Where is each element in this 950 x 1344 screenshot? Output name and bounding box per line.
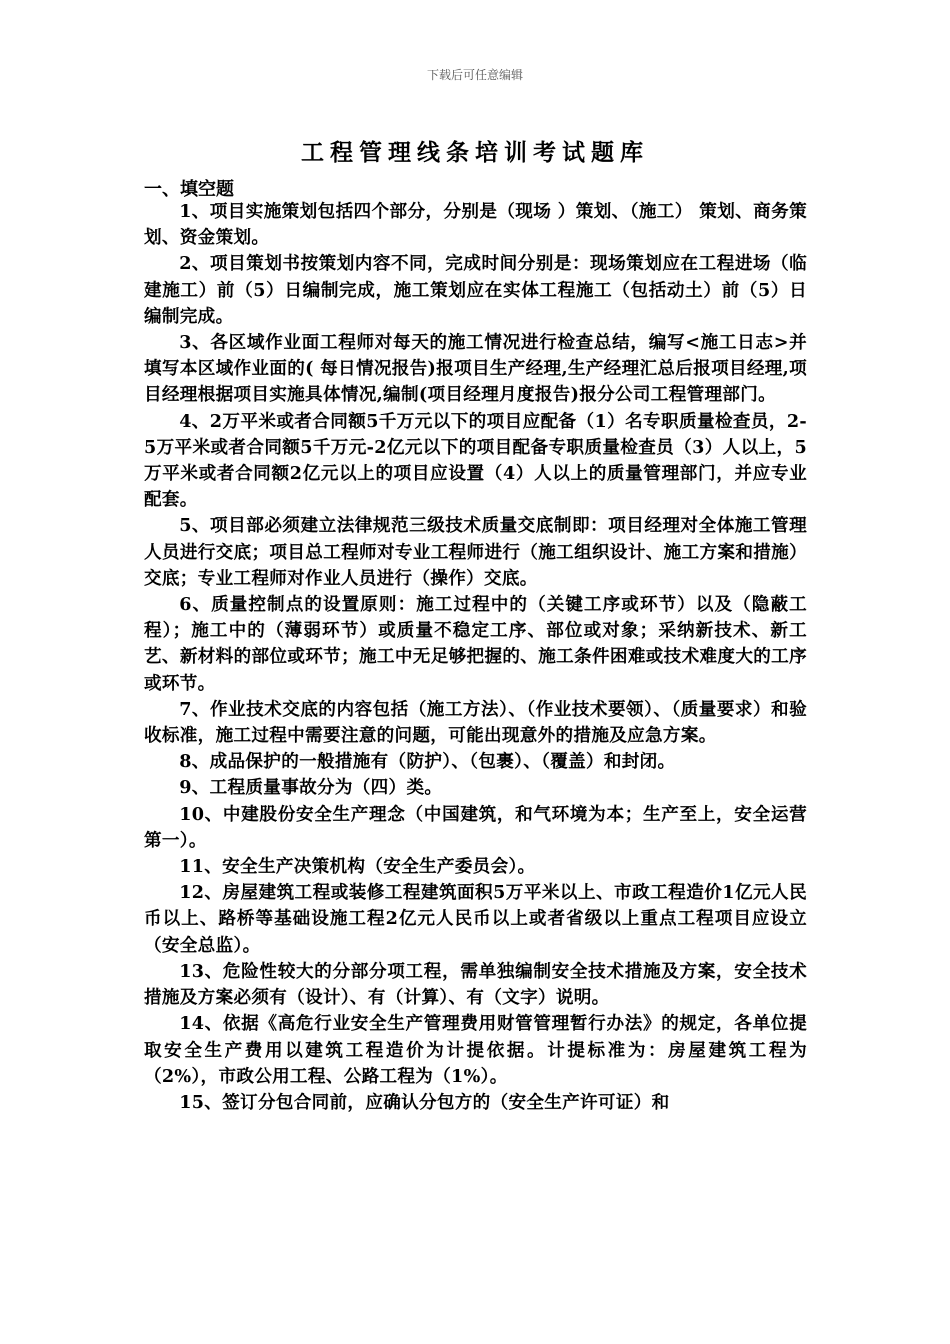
section-heading: 一、填空题 <box>144 179 234 200</box>
question-item: 7、作业技术交底的内容包括（施工方法）、（作业技术要领）、（质量要求）和验收标准，施工过程中需要注意的问题，可能出现意外的措施及应急方案。 <box>144 698 807 747</box>
question-item: 11、安全生产决策机构（安全生产委员会）。 <box>179 856 536 878</box>
question-item: 12、房屋建筑工程或装修工程建筑面积5万平米以上、市政工程造价1亿元人民币以上、路桥等基础设施工程2亿元人民币以上或者省级以上重点工程项目应设立（安全总监）。 <box>144 882 807 956</box>
question-item: 14、依据《高危行业安全生产管理费用财管管理暂行办法》的规定，各单位提取安全生产费用以建筑工程造价为计提依据。计提标准为：房屋建筑工程为（2%），市政公用工程、公路工程为（1%）。 <box>144 1013 807 1087</box>
question-item: 6、质量控制点的设置原则：施工过程中的（关键工序或环节）以及（隐蔽工程）；施工中的（薄弱环节）或质量不稳定工序、部位或对象；采纳新技术、新工艺、新材料的部位或环节；施工中无足够把握的、施工条件困难或技术难度大的工序或环节。 <box>144 594 807 694</box>
question-item: 1、项目实施策划包括四个部分，分别是（现场 ）策划、（施工） 策划、商务策划、资金策划。 <box>144 201 807 249</box>
question-item: 13、危险性较大的分部分项工程，需单独编制安全技术措施及方案，安全技术措施及方案必须有（设计）、有（计算）、有（文字）说明。 <box>144 960 807 1009</box>
question-item: 5、项目部必须建立法律规范三级技术质量交底制即：项目经理对全体施工管理人员进行交底；项目总工程师对专业工程师进行（施工组织设计、施工方案和措施） 交底；专业工程师对作业人员进行（操作）交底。 <box>144 515 807 589</box>
question-item: 3、各区域作业面工程师对每天的施工情况进行检查总结，编写<施工日志>并填写本区域作业面的( 每日情况报告)报项目生产经理,生产经理汇总后报项目经理,项目经理根据项目实施具体情况,编制(项目经理月度报告)报分公司工程管理部门。 <box>144 332 807 406</box>
question-item: 9、工程质量事故分为（四）类。 <box>179 777 443 799</box>
question-item: 15、签订分包合同前，应确认分包方的（安全生产许可证）和 <box>179 1091 670 1113</box>
question-item: 8、成品保护的一般措施有（防护）、（包裹）、（覆盖）和封闭。 <box>179 751 676 773</box>
header-note: 下载后可任意编辑 <box>426 68 523 82</box>
question-item: 10、中建股份安全生产理念（中国建筑，和气环境为本；生产至上，安全运营第一）。 <box>144 803 807 851</box>
question-item: 4、2万平米或者合同额5千万元以下的项目应配备（1）名专职质量检查员，2-5万平米或者合同额5千万元-2亿元以下的项目配备专职质量检查员（3）人以上，5万平米或者合同额2亿元以上的项目应设置（4）人以上的质量管理部门，并应专业配套。 <box>144 410 807 511</box>
question-list <box>144 199 807 1116</box>
page-title: 工程管理线条培训考试题库 <box>301 139 649 166</box>
question-item: 2、项目策划书按策划内容不同，完成时间分别是：现场策划应在工程进场（临建施工）前（5）日编制完成，施工策划应在实体工程施工（包括动土）前（5）日编制完成。 <box>144 253 807 327</box>
